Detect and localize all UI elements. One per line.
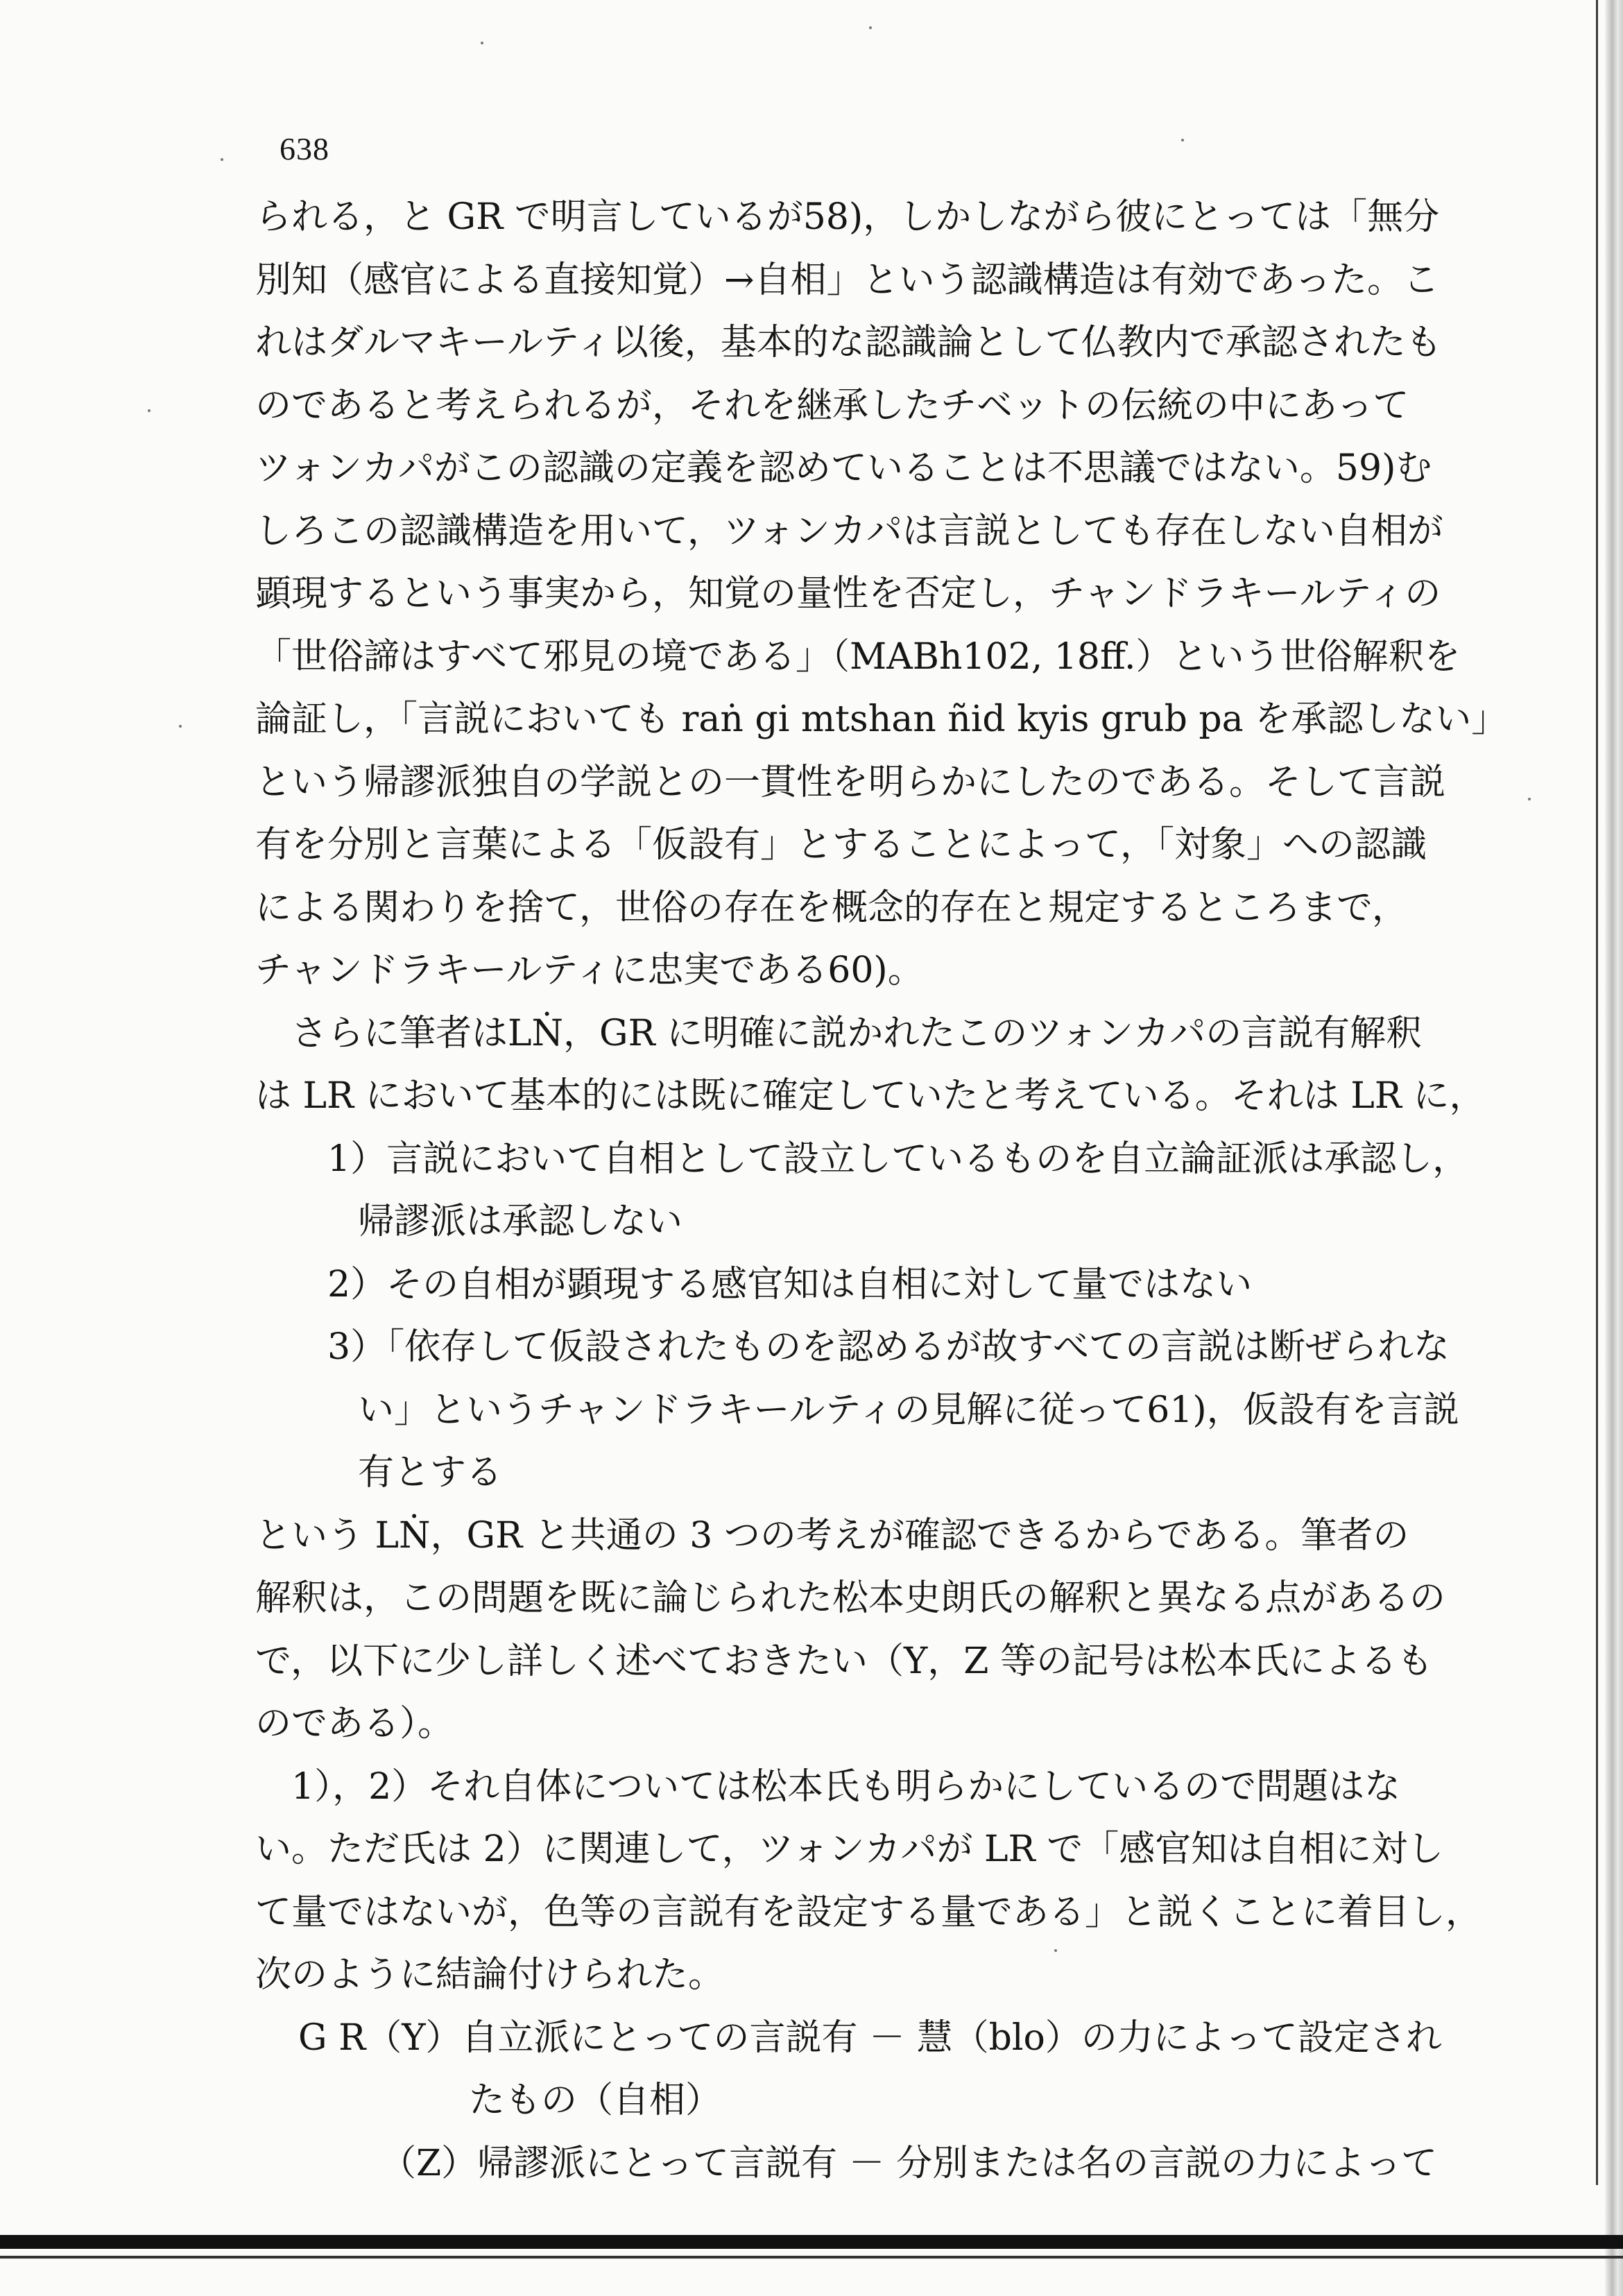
scan-speck [179,725,182,728]
list-item-3-continued: い」というチャンドラキールティの見解に従って61)，仮設有を言説 [358,1389,1459,1431]
text-line: チャンドラキールティに忠実である60)。 [255,950,924,991]
scan-speck [1054,1949,1057,1952]
page-edge-line [1596,0,1598,2185]
scan-speck [1528,798,1531,800]
list-item-1: 1）言説において自相として設立しているものを自立論証派は承認し， [327,1138,1469,1180]
gr-y-definition-continued: たもの（自相） [469,2080,722,2121]
scan-edge-shadow [1605,0,1623,2296]
text-line: 次のように結論付けられた。 [255,1954,725,1996]
text-line: れはダルマキールティ以後，基本的な認識論として仏教内で承認されたも [255,322,1442,363]
scan-speck [481,42,483,44]
text-line: 解釈は，この問題を既に論じられた松本史朗氏の解釈と異なる点があるの [255,1577,1446,1619]
text-line: という LṄ，GR と共通の 3 つの考えが確認できるからである。筆者の [255,1514,1409,1557]
gr-z-definition: （Z）帰謬派にとって言説有 － 分別または名の言説の力によって [380,2142,1438,2184]
scan-speck [869,26,872,29]
scan-bottom-line [0,2256,1623,2259]
text-line: は LR において基本的には既に確定していたと考えている。それは LR に， [255,1075,1486,1117]
text-line: て量ではないが，色等の言説有を設定する量である」と説くことに着目し， [255,1891,1482,1933]
list-item-3: 3）「依存して仮設されたものを認めるが故すべての言説は断ぜられな [327,1326,1450,1368]
text-line: い。ただ氏は 2）に関連して，ツォンカパが LR で「感官知は自相に対し [255,1828,1444,1870]
scan-speck [221,158,223,161]
text-line: 「世俗諦はすべて邪見の境である」（MABh102, 18ff.）という世俗解釈を [255,635,1461,678]
text-line: という帰謬派独自の学説との一貫性を明らかにしたのである。そして言説 [255,761,1446,803]
body-text [255,186,1508,2195]
text-line: 有を分別と言葉による「仮設有」とすることによって，「対象」への認識 [255,824,1427,866]
gr-y-definition: G R（Y）自立派にとっての言説有 － 慧（blo）の力によって設定され [298,2016,1442,2059]
scan-speck [1181,139,1184,142]
scan-bottom-bar [0,2235,1623,2249]
list-item-3-continued: 有とする [358,1452,503,1493]
text-line: 顕現するという事実から，知覚の量性を否定し，チャンドラキールティの [255,573,1441,615]
text-line: られる，と GR で明言しているが58)，しかしながら彼にとっては「無分 [255,196,1440,238]
list-item-1-continued: 帰謬派は承認しない [358,1201,683,1242]
text-line: による関わりを捨て，世俗の存在を概念的存在と規定するところまで， [255,886,1408,929]
scan-speck [148,409,151,412]
text-line: のである）。 [255,1703,454,1745]
text-line: しろこの認識構造を用いて，ツォンカパは言説としても存在しない自相が [255,510,1443,552]
paragraph-start-line: さらに筆者はLṄ，GR に明確に説かれたこのツォンカパの言説有解釈 [291,1012,1423,1054]
text-line: で，以下に少し詳しく述べておきたい（Y，Z 等の記号は松本氏によるも [255,1640,1433,1682]
page-number: 638 [280,131,329,166]
text-line: 論証し，「言説においても raṅ gi mtshan ñid kyis grub pa を承認しない」 [255,699,1508,740]
paragraph-start-line: 1），2）それ自体については松本氏も明らかにしているので問題はな [291,1765,1401,1808]
text-line: ツォンカパがこの認識の定義を認めていることは不思議ではない。59)む [255,447,1432,489]
text-line: のであると考えられるが，それを継承したチベットの伝統の中にあって [255,384,1409,427]
list-item-2: 2）その自相が顕現する感官知は自相に対して量ではない [327,1263,1253,1305]
text-line: 別知（感官による直接知覚）→自相」という認識構造は有効であった。こ [255,259,1440,301]
